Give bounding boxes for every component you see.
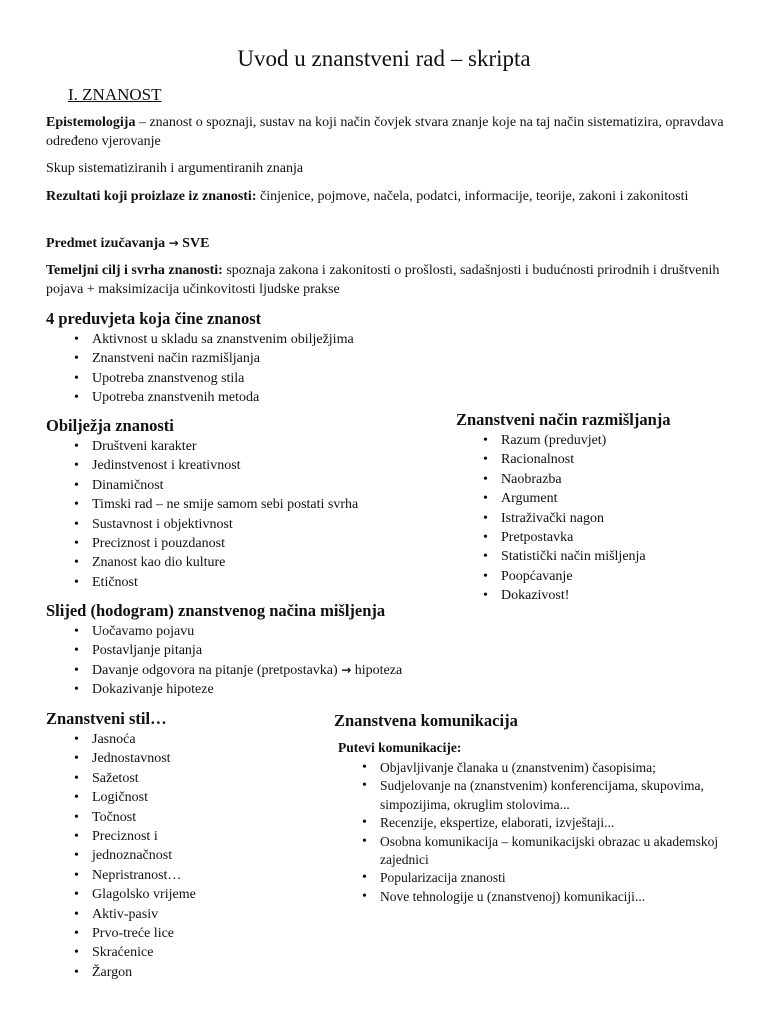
cilj-term: Temeljni cilj i svrha znanosti: [46, 263, 223, 278]
predmet-term: Predmet izučavanja [46, 236, 166, 251]
rezultati-definition: činjenice, pojmove, načela, podatci, informacije, teorije, zakoni i zakonitosti [256, 189, 689, 204]
list-item: • Naobrazba [481, 470, 646, 489]
list-item: • Sudjelovanje na (znanstvenim) konferencijama, skupovima, simpozijima, okruglim stolovima... [360, 777, 730, 814]
list-item: • Nepristranost… [72, 866, 196, 885]
list-item: • Upotreba znanstvenih metoda [72, 388, 354, 407]
epistemologija-term: Epistemologija [46, 115, 136, 130]
rezultati-paragraph [46, 188, 736, 207]
slijed-heading: Slijed (hodogram) znanstvenog načina mišljenja [46, 601, 386, 620]
arrow-right-icon: → [341, 662, 352, 677]
list-item: • jednoznačnost [72, 846, 196, 865]
skup-paragraph: Skup sistematiziranih i argumentiranih znanja [46, 161, 304, 176]
list-item: • Skraćenice [72, 943, 196, 962]
list-item: • Istraživački nagon [481, 509, 646, 528]
list-item: • Postavljanje pitanja [72, 641, 402, 660]
epistemologija-paragraph [46, 114, 736, 151]
stil-list [72, 730, 196, 982]
list-item: • Upotreba znanstvenog stila [72, 369, 354, 388]
predmet-paragraph [46, 234, 736, 254]
list-item: • Argument [481, 489, 646, 508]
page-title: Uvod u znanstveni rad – skripta [237, 46, 531, 71]
epistemologija-definition: – znanost o spoznaji, sustav na koji način čovjek stvara znanje koje na taj način sistematizira, opravdava određeno vjerovanje [46, 115, 724, 149]
list-item: • Statistički način mišljenja [481, 547, 646, 566]
obiljezja-list [72, 437, 358, 592]
list-item: • Dinamičnost [72, 476, 358, 495]
list-item: • Sustavnost i objektivnost [72, 515, 358, 534]
list-item: • Društveni karakter [72, 437, 358, 456]
list-item: • Logičnost [72, 788, 196, 807]
obiljezja-heading: Obilježja znanosti [46, 416, 174, 435]
list-item: • Glagolsko vrijeme [72, 885, 196, 904]
list-item: • Timski rad – ne smije samom sebi postati svrha [72, 495, 358, 514]
list-item: • Nove tehnologije u (znanstvenoj) komunikaciji... [360, 888, 730, 906]
rezultati-term: Rezultati koji proizlaze iz znanosti: [46, 189, 257, 204]
hipoteza-text: hipoteza [351, 662, 403, 678]
list-item: • Dokazivanje hipoteze [72, 680, 402, 699]
list-item: • Jedinstvenost i kreativnost [72, 456, 358, 475]
arrow-right-icon: → [168, 236, 179, 250]
list-item: • Popularizacija znanosti [360, 869, 730, 887]
komunikacija-heading: Znanstvena komunikacija [334, 711, 518, 730]
preduvjeti-list [72, 330, 354, 408]
list-item: • Razum (preduvjet) [481, 431, 646, 450]
list-item: • Osobna komunikacija – komunikacijski obrazac u akademskoj zajednici [360, 833, 730, 870]
list-item: • Etičnost [72, 573, 358, 592]
list-item: • Sažetost [72, 769, 196, 788]
list-item: • Pretpostavka [481, 528, 646, 547]
cilj-definition: spoznaja zakona i zakonitosti o prošlosti, sadašnjosti i budućnosti prirodnih i društvenih pojava + maksimizacija učinkovitosti ljudske prakse [46, 263, 720, 297]
cilj-paragraph [46, 262, 736, 299]
list-item: • Uočavamo pojavu [72, 622, 402, 641]
list-item-text: Davanje odgovora na pitanje (pretpostavka) [92, 662, 338, 678]
list-item: • Točnost [72, 808, 196, 827]
slijed-list [72, 622, 402, 700]
stil-heading: Znanstveni stil… [46, 709, 167, 728]
list-item: • Prvo-treće lice [72, 924, 196, 943]
nacin-heading: Znanstveni način razmišljanja [456, 410, 671, 429]
list-item: • Objavljivanje članaka u (znanstvenim) časopisima; [360, 759, 730, 777]
predmet-value: SVE [182, 236, 210, 251]
list-item: • Preciznost i pouzdanost [72, 534, 358, 553]
komunikacija-subheading: Putevi komunikacije: [338, 740, 462, 755]
list-item: • Dokazivost! [481, 586, 646, 605]
list-item: • Preciznost i [72, 827, 196, 846]
list-item: • Jednostavnost [72, 749, 196, 768]
list-item [72, 661, 402, 680]
list-item: • Recenzije, ekspertize, elaborati, izvještaji... [360, 814, 730, 832]
komunikacija-list [360, 759, 730, 906]
list-item: • Poopćavanje [481, 567, 646, 586]
preduvjeti-heading: 4 preduvjeta koja čine znanost [46, 309, 262, 328]
list-item: • Znanstveni način razmišljanja [72, 349, 354, 368]
list-item: • Aktivnost u skladu sa znanstvenim obilježjima [72, 330, 354, 349]
list-item: • Žargon [72, 963, 196, 982]
nacin-list [481, 431, 646, 606]
list-item: • Znanost kao dio kulture [72, 553, 358, 572]
list-item: • Aktiv-pasiv [72, 905, 196, 924]
list-item: • Jasnoća [72, 730, 196, 749]
section-heading: I. ZNANOST [68, 85, 162, 104]
list-item: • Racionalnost [481, 450, 646, 469]
